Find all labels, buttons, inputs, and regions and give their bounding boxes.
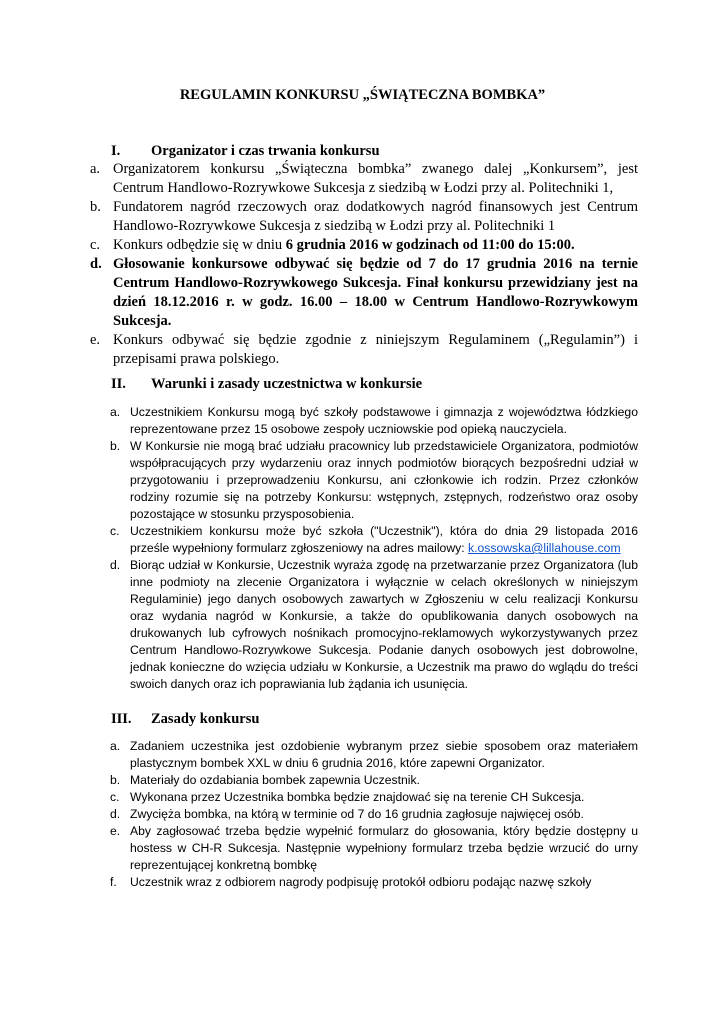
section-3-title: Zasady konkursu <box>151 711 260 727</box>
list-item: d. Zwycięża bombka, na którą w terminie od 7 do 16 grudnia zagłosuje najwięcej osób. <box>110 807 584 821</box>
email-link[interactable]: k.ossowska@lillahouse.com <box>468 541 621 555</box>
list-item: a. Organizatorem konkursu „Świąteczna bombka” zwanego dalej „Konkursem”, jest Centrum Handlowo-Rozrywkowe Sukcesja z siedzibą w Łodzi przy al. Politechniki 1, <box>90 161 638 196</box>
section-3-list <box>110 738 638 891</box>
list-item: f. Uczestnik wraz z odbiorem nagrody podpisuję protokół odbioru podając nazwę szkoły <box>110 875 592 889</box>
list-item: a. Zadaniem uczestnika jest ozdobienie wybranym przez siebie sposobem oraz materiałem plastycznym bombek XXL w dniu 6 grudnia 2016, które zapewni Organizator. <box>110 739 638 770</box>
list-item: b. W Konkursie nie mogą brać udziału pracownicy lub przedstawiciele Organizatora, podmiotów współpracujących przy wydarzeniu oraz innych podmiotów biorących bezpośredni udział w przygotowaniu i przeprowadzeniu Konkursu, ani członkowie ich rodzin. Przez członków rodziny rozumie się na potrzeby Konkursu: wstępnych, zstępnych, rodzeństwo oraz osoby pozostające w stosunku przysposobienia. <box>110 439 638 521</box>
list-item: d. Biorąc udział w Konkursie, Uczestnik wyraża zgodę na przetwarzanie przez Organizatora (lub inne podmioty na zlecenie Organizatora i wyłącznie w celach określonych w niniejszym Regulaminie) jego danych osobowych zawartych w Zgłoszeniu w celu realizacji Konkursu oraz wydania nagród w Konkursie, a także do opublikowania danych osobowych na drukowanych lub cyfrowych nośnikach promocyjno-reklamowych wykorzystywanych przez Centrum Handlowo-Rozrywkowe Sukcesja. Podanie danych osobowych jest dobrowolne, jednak konieczne do wzięcia udziału w Konkursie, a Uczestnik ma prawo do wglądu do treści swoich danych oraz ich poprawiania lub żądania ich usunięcia. <box>110 558 638 691</box>
list-item: c. Konkurs odbędzie się w dniu 6 grudnia 2016 w godzinach od 11:00 do 15:00. <box>90 237 575 253</box>
list-item: c. Wykonana przez Uczestnika bombka będzie znajdować się na terenie CH Sukcesja. <box>110 790 585 804</box>
list-item: b. Materiały do ozdabiania bombek zapewnia Uczestnik. <box>110 773 420 787</box>
list-item: b. Fundatorem nagród rzeczowych oraz dodatkowych nagród finansowych jest Centrum Handlowo-Rozrywkowe Sukcesja z siedzibą w Łodzi przy al. Politechniki 1 <box>90 199 638 234</box>
section-1-title: Organizator i czas trwania konkursu <box>151 143 380 159</box>
section-1-number: I. <box>111 143 121 159</box>
section-3-number: III. <box>111 711 132 727</box>
section-1-heading <box>111 143 380 160</box>
list-item: d. Głosowanie konkursowe odbywać się będzie od 7 do 17 grudnia 2016 na ternie Centrum Handlowo-Rozrywkowego Sukcesja. Finał konkursu przewidziany jest na dzień 18.12.2016 r. w godz. 16.00 – 18.00 w Centrum Handlowo-Rozrywkowym Sukcesja. <box>90 256 638 329</box>
list-item: c. Uczestnikiem konkursu może być szkoła ("Uczestnik"), która do dnia 29 listopada 2016 prześle wypełniony formularz zgłoszeniowy na adres mailowy: k.ossowska@lillahouse.com <box>110 524 638 555</box>
section-2-heading <box>111 376 422 393</box>
section-3-heading <box>111 711 259 728</box>
section-2-title: Warunki i zasady uczestnictwa w konkursie <box>151 376 423 392</box>
list-item: a. Uczestnikiem Konkursu mogą być szkoły podstawowe i gimnazja z województwa łódzkiego reprezentowane przez 15 osobowe zespoły uczniowskie pod opieką nauczyciela. <box>110 405 638 436</box>
list-item: e. Konkurs odbywać się będzie zgodnie z niniejszym Regulaminem („Regulamin”) i przepisami prawa polskiego. <box>90 332 638 367</box>
section-2-number: II. <box>111 376 126 392</box>
list-item: e. Aby zagłosować trzeba będzie wypełnić formularz do głosowania, który będzie dostępny u hostess w CH-R Sukcesja. Następnie wypełniony formularz trzeba będzie wrzucić do urny reprezentującej konkretną bombkę <box>110 824 638 872</box>
section-2-list <box>110 404 638 693</box>
document-title: REGULAMIN KONKURSU „ŚWIĄTECZNA BOMBKA” <box>179 87 546 103</box>
section-1-list <box>90 160 638 369</box>
